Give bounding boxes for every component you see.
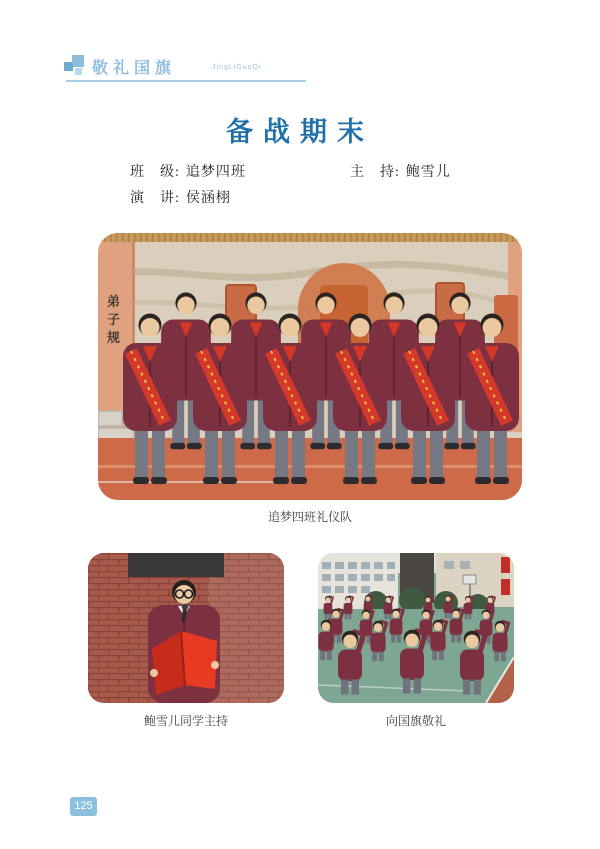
main-photo-image	[98, 233, 522, 500]
red-banner	[501, 557, 510, 573]
host-value: 鲍雪儿	[405, 165, 451, 180]
wall-calligraphy-text: 弟子规	[107, 294, 121, 345]
article-info	[130, 160, 451, 212]
host-label: 主 持:	[350, 165, 400, 180]
info-line-1	[130, 160, 451, 186]
header-subtitle: JingLiGuoQi	[212, 64, 262, 71]
header-title: 敬礼国旗	[92, 60, 177, 77]
article-title: 备战期末	[226, 117, 374, 147]
host-photo-image	[88, 553, 284, 703]
info-host	[350, 160, 451, 186]
info-line-2	[130, 186, 451, 212]
header-underline	[66, 80, 306, 82]
red-banner	[501, 579, 510, 595]
host-photo	[88, 553, 284, 703]
page-number-badge: 125	[70, 797, 97, 816]
main-photo-caption: 追梦四班礼仪队	[267, 510, 352, 524]
class-label: 班 级:	[130, 165, 180, 180]
salute-photo-image	[318, 553, 514, 703]
speech-label: 演 讲:	[130, 191, 180, 206]
salute-photo-caption: 向国旗敬礼	[385, 714, 446, 728]
dark-board	[128, 553, 224, 577]
main-photo	[98, 233, 522, 500]
salute-photo	[318, 553, 514, 703]
logo-squares-icon	[64, 54, 88, 80]
host-photo-caption: 鲍雪儿同学主持	[143, 714, 228, 728]
class-value: 追梦四班	[185, 165, 246, 180]
info-class	[130, 160, 350, 186]
speech-value: 侯涵栩	[185, 191, 231, 206]
info-speech	[130, 186, 231, 212]
